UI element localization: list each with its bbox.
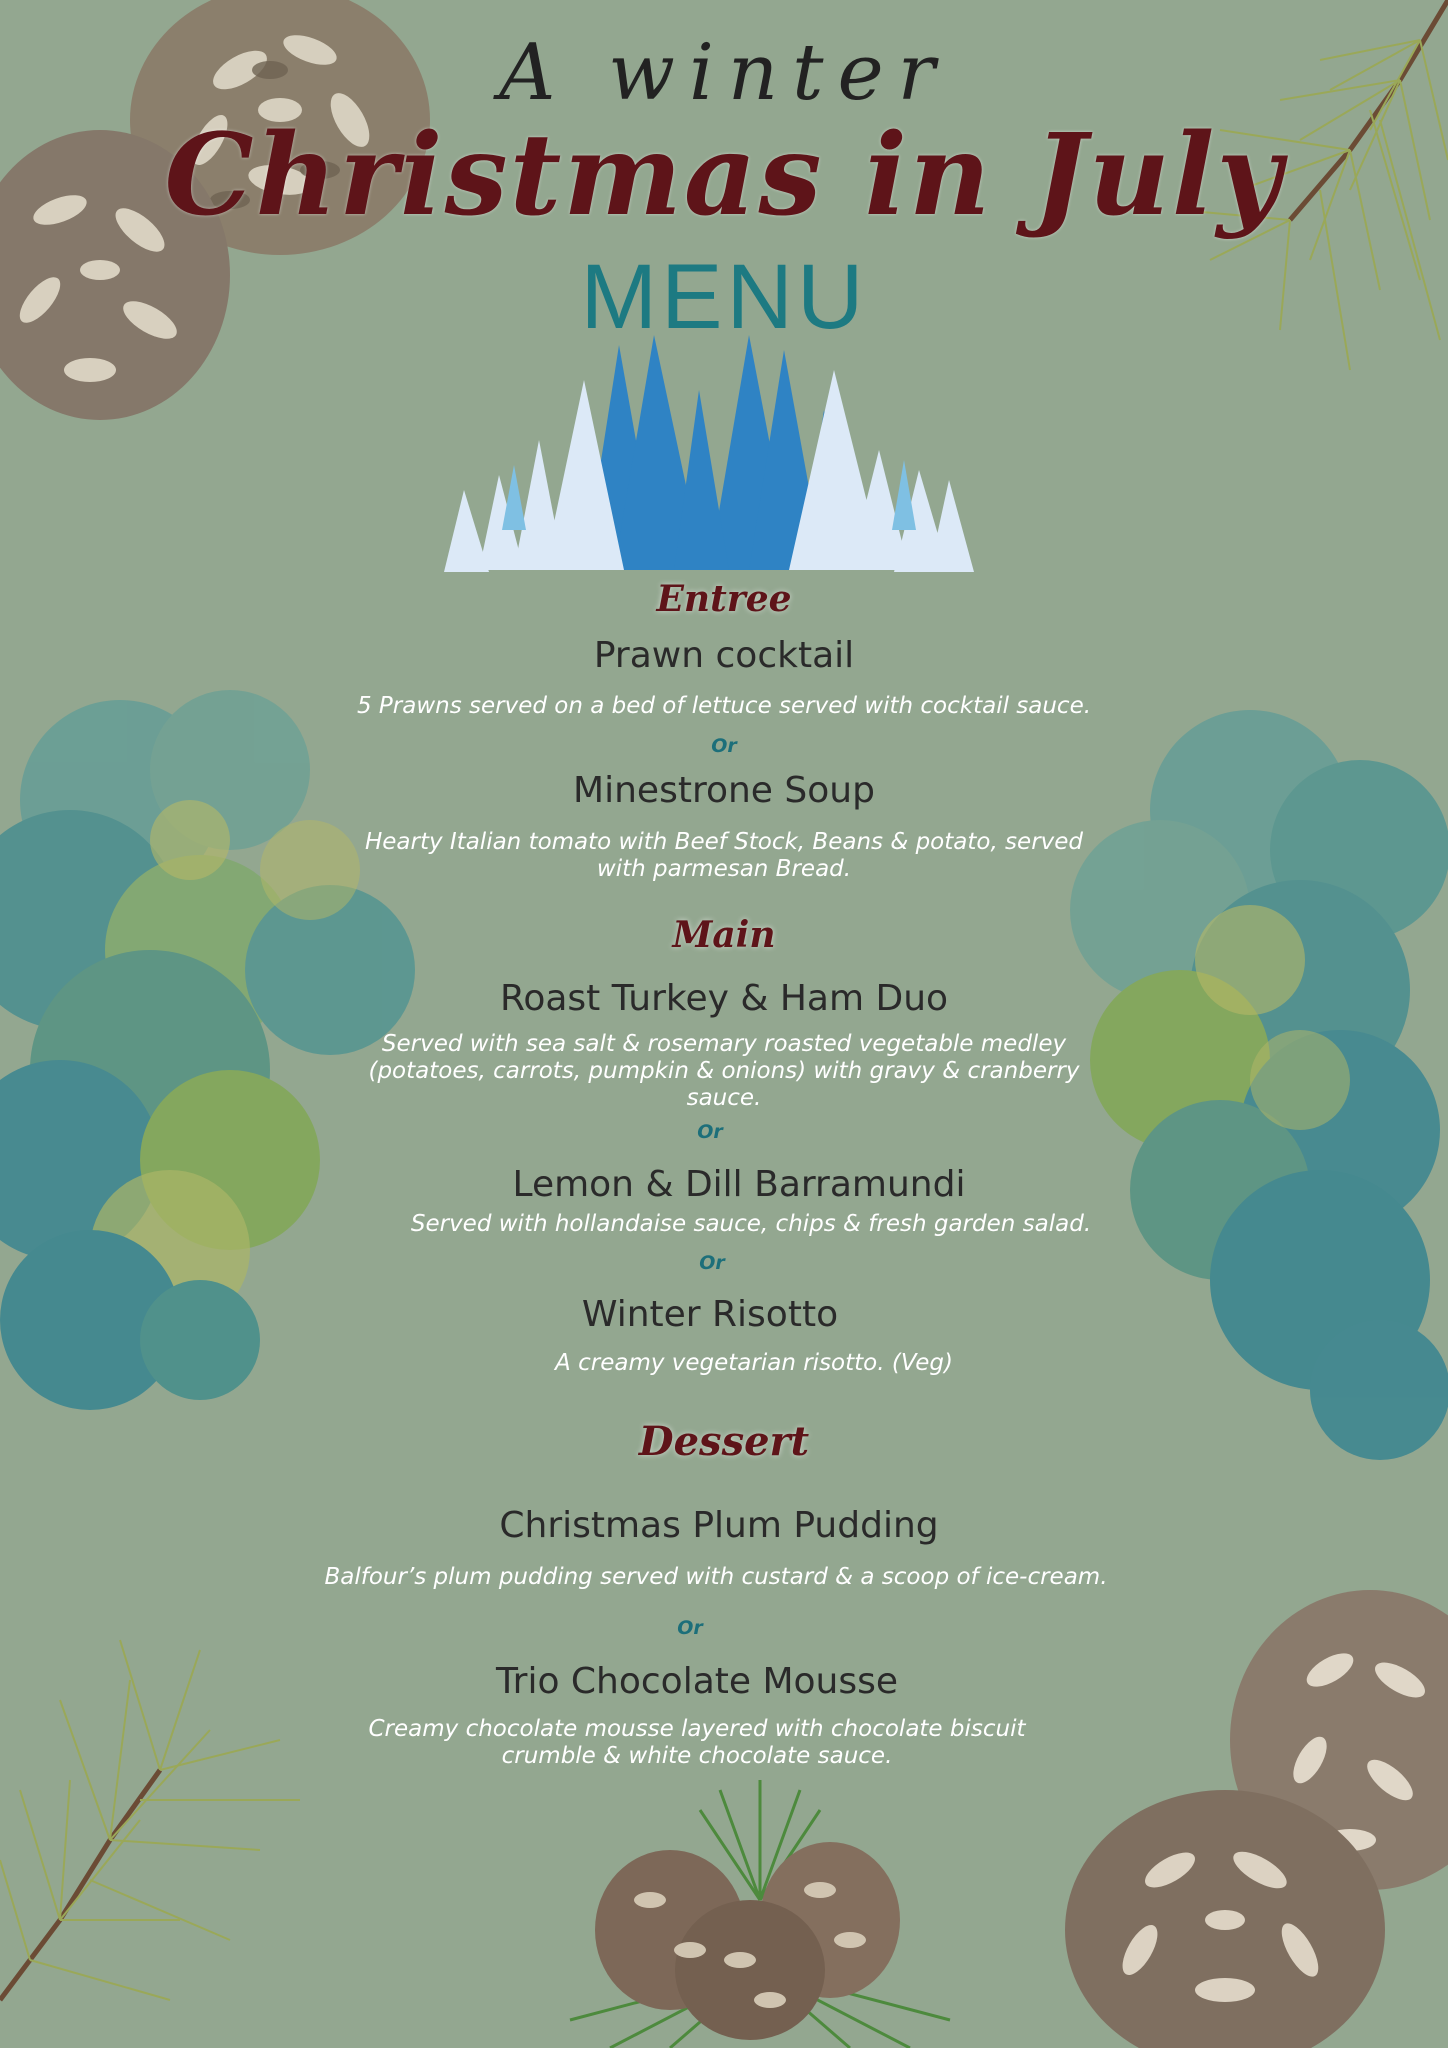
dish-desc-roast-line3: sauce. xyxy=(686,1085,762,1111)
dish-desc-prawn-cocktail: 5 Prawns served on a bed of lettuce served with cocktail sauce. xyxy=(356,693,1092,719)
dish-desc-plum-pudding: Balfour’s plum pudding served with custard & a scoop of ice-cream. xyxy=(324,1564,1108,1590)
dish-name-prawn-cocktail: Prawn cocktail xyxy=(593,635,855,676)
dish-desc-barramundi: Served with hollandaise sauce, chips & fresh garden salad. xyxy=(410,1211,1092,1237)
dish-desc-minestrone-line1: Hearty Italian tomato with Beef Stock, Beans & potato, served xyxy=(364,829,1084,855)
or-separator: Or xyxy=(699,1252,725,1274)
dish-name-winter-risotto: Winter Risotto xyxy=(581,1294,839,1335)
dish-name-lemon-dill-barramundi: Lemon & Dill Barramundi xyxy=(512,1164,966,1205)
pinecone-icon xyxy=(1060,1780,1390,2048)
dish-desc-mousse-line2: crumble & white chocolate sauce. xyxy=(501,1743,893,1769)
section-heading-entree: Entree xyxy=(656,578,792,620)
pinecone-cluster-icon xyxy=(530,1770,990,2048)
section-heading-dessert: Dessert xyxy=(638,1418,810,1465)
title-line-winter: A winter xyxy=(499,28,949,118)
dish-desc-winter-risotto: A creamy vegetarian risotto. (Veg) xyxy=(555,1350,953,1376)
dish-name-minestrone-soup: Minestrone Soup xyxy=(573,770,875,811)
section-heading-main: Main xyxy=(672,914,776,956)
title-christmas-in-july: Christmas in July xyxy=(164,110,1284,241)
dish-desc-roast-line1: Served with sea salt & rosemary roasted vegetable medley xyxy=(381,1031,1067,1057)
or-separator: Or xyxy=(711,735,737,757)
dish-name-christmas-plum-pudding: Christmas Plum Pudding xyxy=(499,1505,939,1546)
dish-name-trio-chocolate-mousse: Trio Chocolate Mousse xyxy=(495,1661,899,1702)
or-separator: Or xyxy=(697,1121,723,1143)
tree-silhouette-icon xyxy=(444,330,974,575)
or-separator: Or xyxy=(677,1617,703,1639)
dish-desc-roast-line2: (potatoes, carrots, pumpkin & onions) with gravy & cranberry xyxy=(368,1058,1080,1084)
dish-name-roast-turkey-ham: Roast Turkey & Ham Duo xyxy=(499,978,949,1019)
dish-desc-mousse-line1: Creamy chocolate mousse layered with chocolate biscuit xyxy=(368,1716,1026,1742)
menu-heading: MENU xyxy=(580,246,868,348)
dish-desc-minestrone-line2: with parmesan Bread. xyxy=(596,856,852,882)
